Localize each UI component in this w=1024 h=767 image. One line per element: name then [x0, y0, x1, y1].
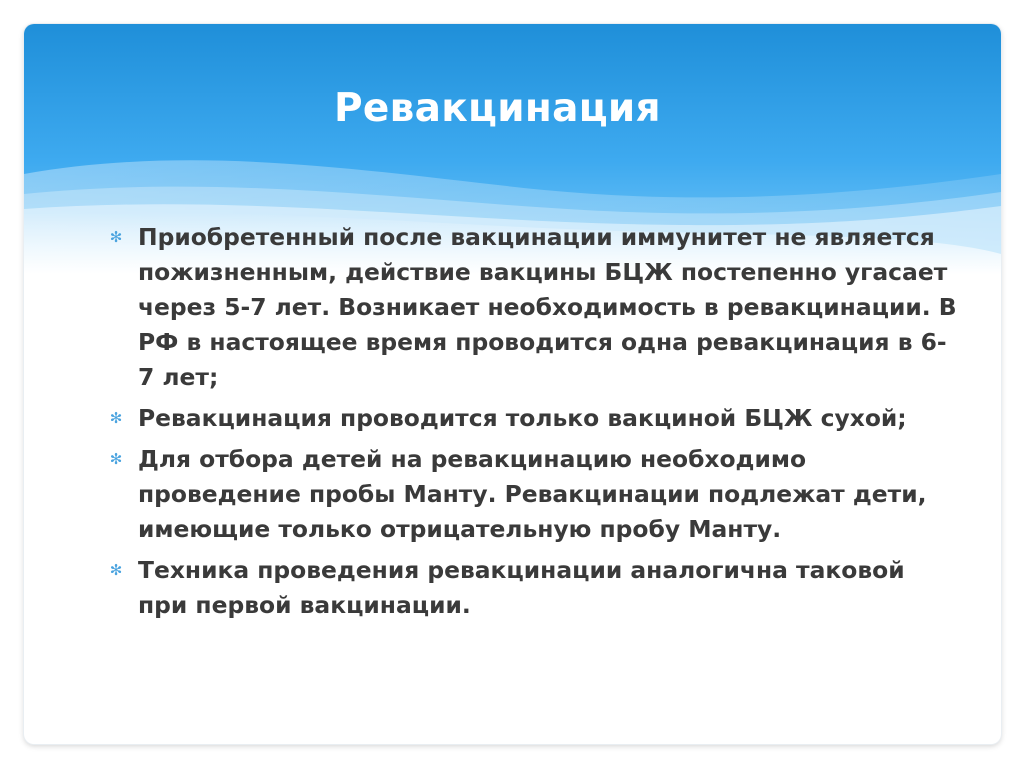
- slide: [24, 24, 1001, 744]
- bullet-item: [106, 553, 961, 623]
- bullet-text: Приобретенный после вакцинации иммунитет не является пожизненным, действие вакцины БЦЖ постепенно угасает через 5-7 лет. Возникает необходимость в ревакцинации. В РФ в настоящее время проводится одна ревакцинация в 6-7 лет;: [138, 223, 957, 391]
- bullet-list: [106, 220, 961, 629]
- asterisk-icon: ✻: [109, 409, 123, 427]
- asterisk-icon: ✻: [109, 561, 123, 579]
- bullet-text: Техника проведения ревакцинации аналогична таковой при первой вакцинации.: [138, 556, 905, 619]
- asterisk-icon: ✻: [109, 450, 123, 468]
- bullet-text: Ревакцинация проводится только вакциной БЦЖ сухой;: [138, 404, 907, 432]
- asterisk-icon: ✻: [109, 228, 123, 246]
- bullet-item: [106, 401, 961, 436]
- bullet-text: Для отбора детей на ревакцинацию необходимо проведение пробы Манту. Ревакцинации подлежат дети, имеющие только отрицательную пробу Манту.: [138, 445, 927, 543]
- bullet-item: [106, 220, 961, 395]
- bullet-item: [106, 442, 961, 547]
- slide-title: Ревакцинация: [334, 86, 661, 131]
